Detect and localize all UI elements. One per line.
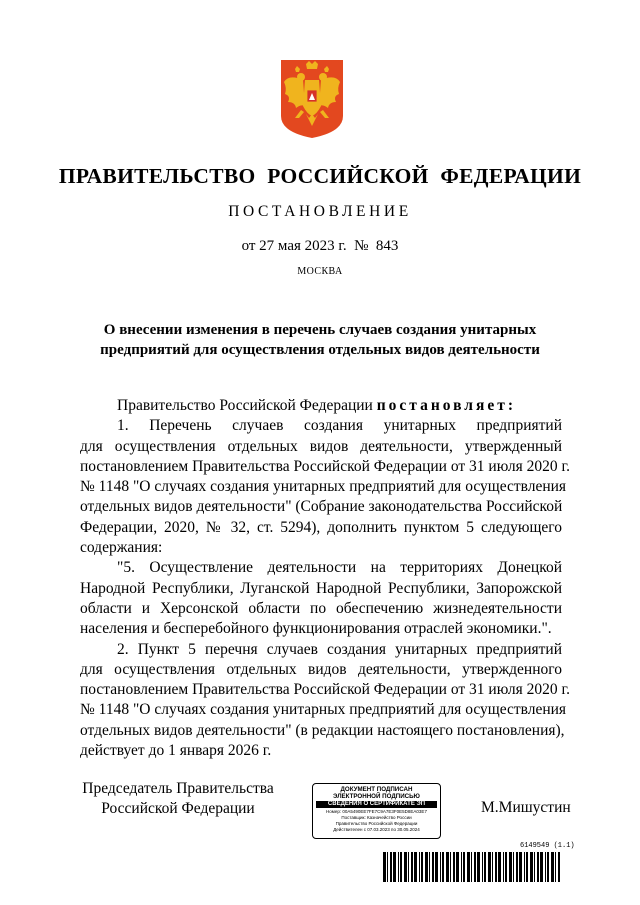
body-line: содержания: [80,539,163,557]
document-date-number: от 27 мая 2023 г. № 843 [241,238,399,254]
document-type: ПОСТАНОВЛЕНИЕ [228,203,412,220]
stamp-cert-header: СВЕДЕНИЯ О СЕРТИФИКАТЕ ЭП [316,801,437,808]
body-line: № 1148 "О случаях создания унитарных предприятий для осуществления [80,701,567,719]
stamp-line: ДОКУМЕНТ ПОДПИСАН [340,786,413,793]
decree-word: постановляет: [376,397,517,414]
signatory-position [78,779,278,819]
barcode-graphic [383,852,563,882]
body-line: "5. Осуществление деятельности на территориях Донецкой [117,559,562,577]
body-line: области и Херсонской области по обеспечению жизнедеятельности [80,599,562,617]
body-line: для осуществления отдельных видов деятельности, утвержденного [80,660,562,678]
electronic-signature-stamp [312,783,441,839]
body-line: действует до 1 января 2026 г. [80,742,272,760]
position-line: Российской Федерации [101,800,255,817]
body-line: постановлением Правительства Российской Федерации от 31 июля 2020 г. [80,681,570,699]
stamp-holder: Правительство Российской Федерации [335,821,418,826]
heading-line: предприятий для осуществления отдельных видов деятельности [100,342,540,358]
body-line: Народной Республики, Луганской Народной Республики, Запорожской [80,579,562,597]
stamp-cert-number: Номер: 00A5490EE7FE7C9A7E3F0E5D8EA03E7 [326,809,427,814]
barcode-number: 6149549 (1.1) [520,842,575,850]
government-title: ПРАВИТЕЛЬСТВО РОССИЙСКОЙ ФЕДЕРАЦИИ [58,164,582,188]
heading-line: О внесении изменения в перечень случаев создания унитарных [103,322,537,338]
body-line: постановлением Правительства Российской Федерации от 31 июля 2020 г. [80,457,570,475]
body-line: для осуществления отдельных видов деятельности, утвержденный [80,437,562,455]
intro-text: Правительство Российской Федерации [117,397,373,414]
body-line: отдельных видов деятельности" (Собрание законодательства Российской [80,498,563,516]
body-line: 1. Перечень случаев создания унитарных предприятий [117,417,562,435]
body-line: отдельных видов деятельности" (в редакции настоящего постановления), [80,721,565,739]
intro-paragraph [80,396,562,416]
stamp-line: ЭЛЕКТРОННОЙ ПОДПИСЬЮ [333,793,420,800]
body-line: Федерации, 2020, № 32, ст. 5294), дополнить пунктом 5 следующего [80,518,562,536]
body-line: населения и бесперебойного функционирования отраслей экономики.". [80,620,552,638]
body-line: 2. Пункт 5 перечня случаев создания унитарных предприятий [117,640,562,658]
position-line: Председатель Правительства [82,780,274,797]
signatory-name: М.Мишустин [481,799,571,816]
stamp-owner: Поставщик: Казначейство России [341,815,412,820]
coat-of-arms-emblem [279,58,345,140]
document-city: МОСКВА [297,266,343,277]
document-body [80,396,570,761]
body-line: № 1148 "О случаях создания унитарных предприятий для осуществления [80,478,567,496]
document-heading [80,320,560,360]
stamp-validity: Действителен с 07.03.2023 по 30.05.2024 [333,827,420,832]
